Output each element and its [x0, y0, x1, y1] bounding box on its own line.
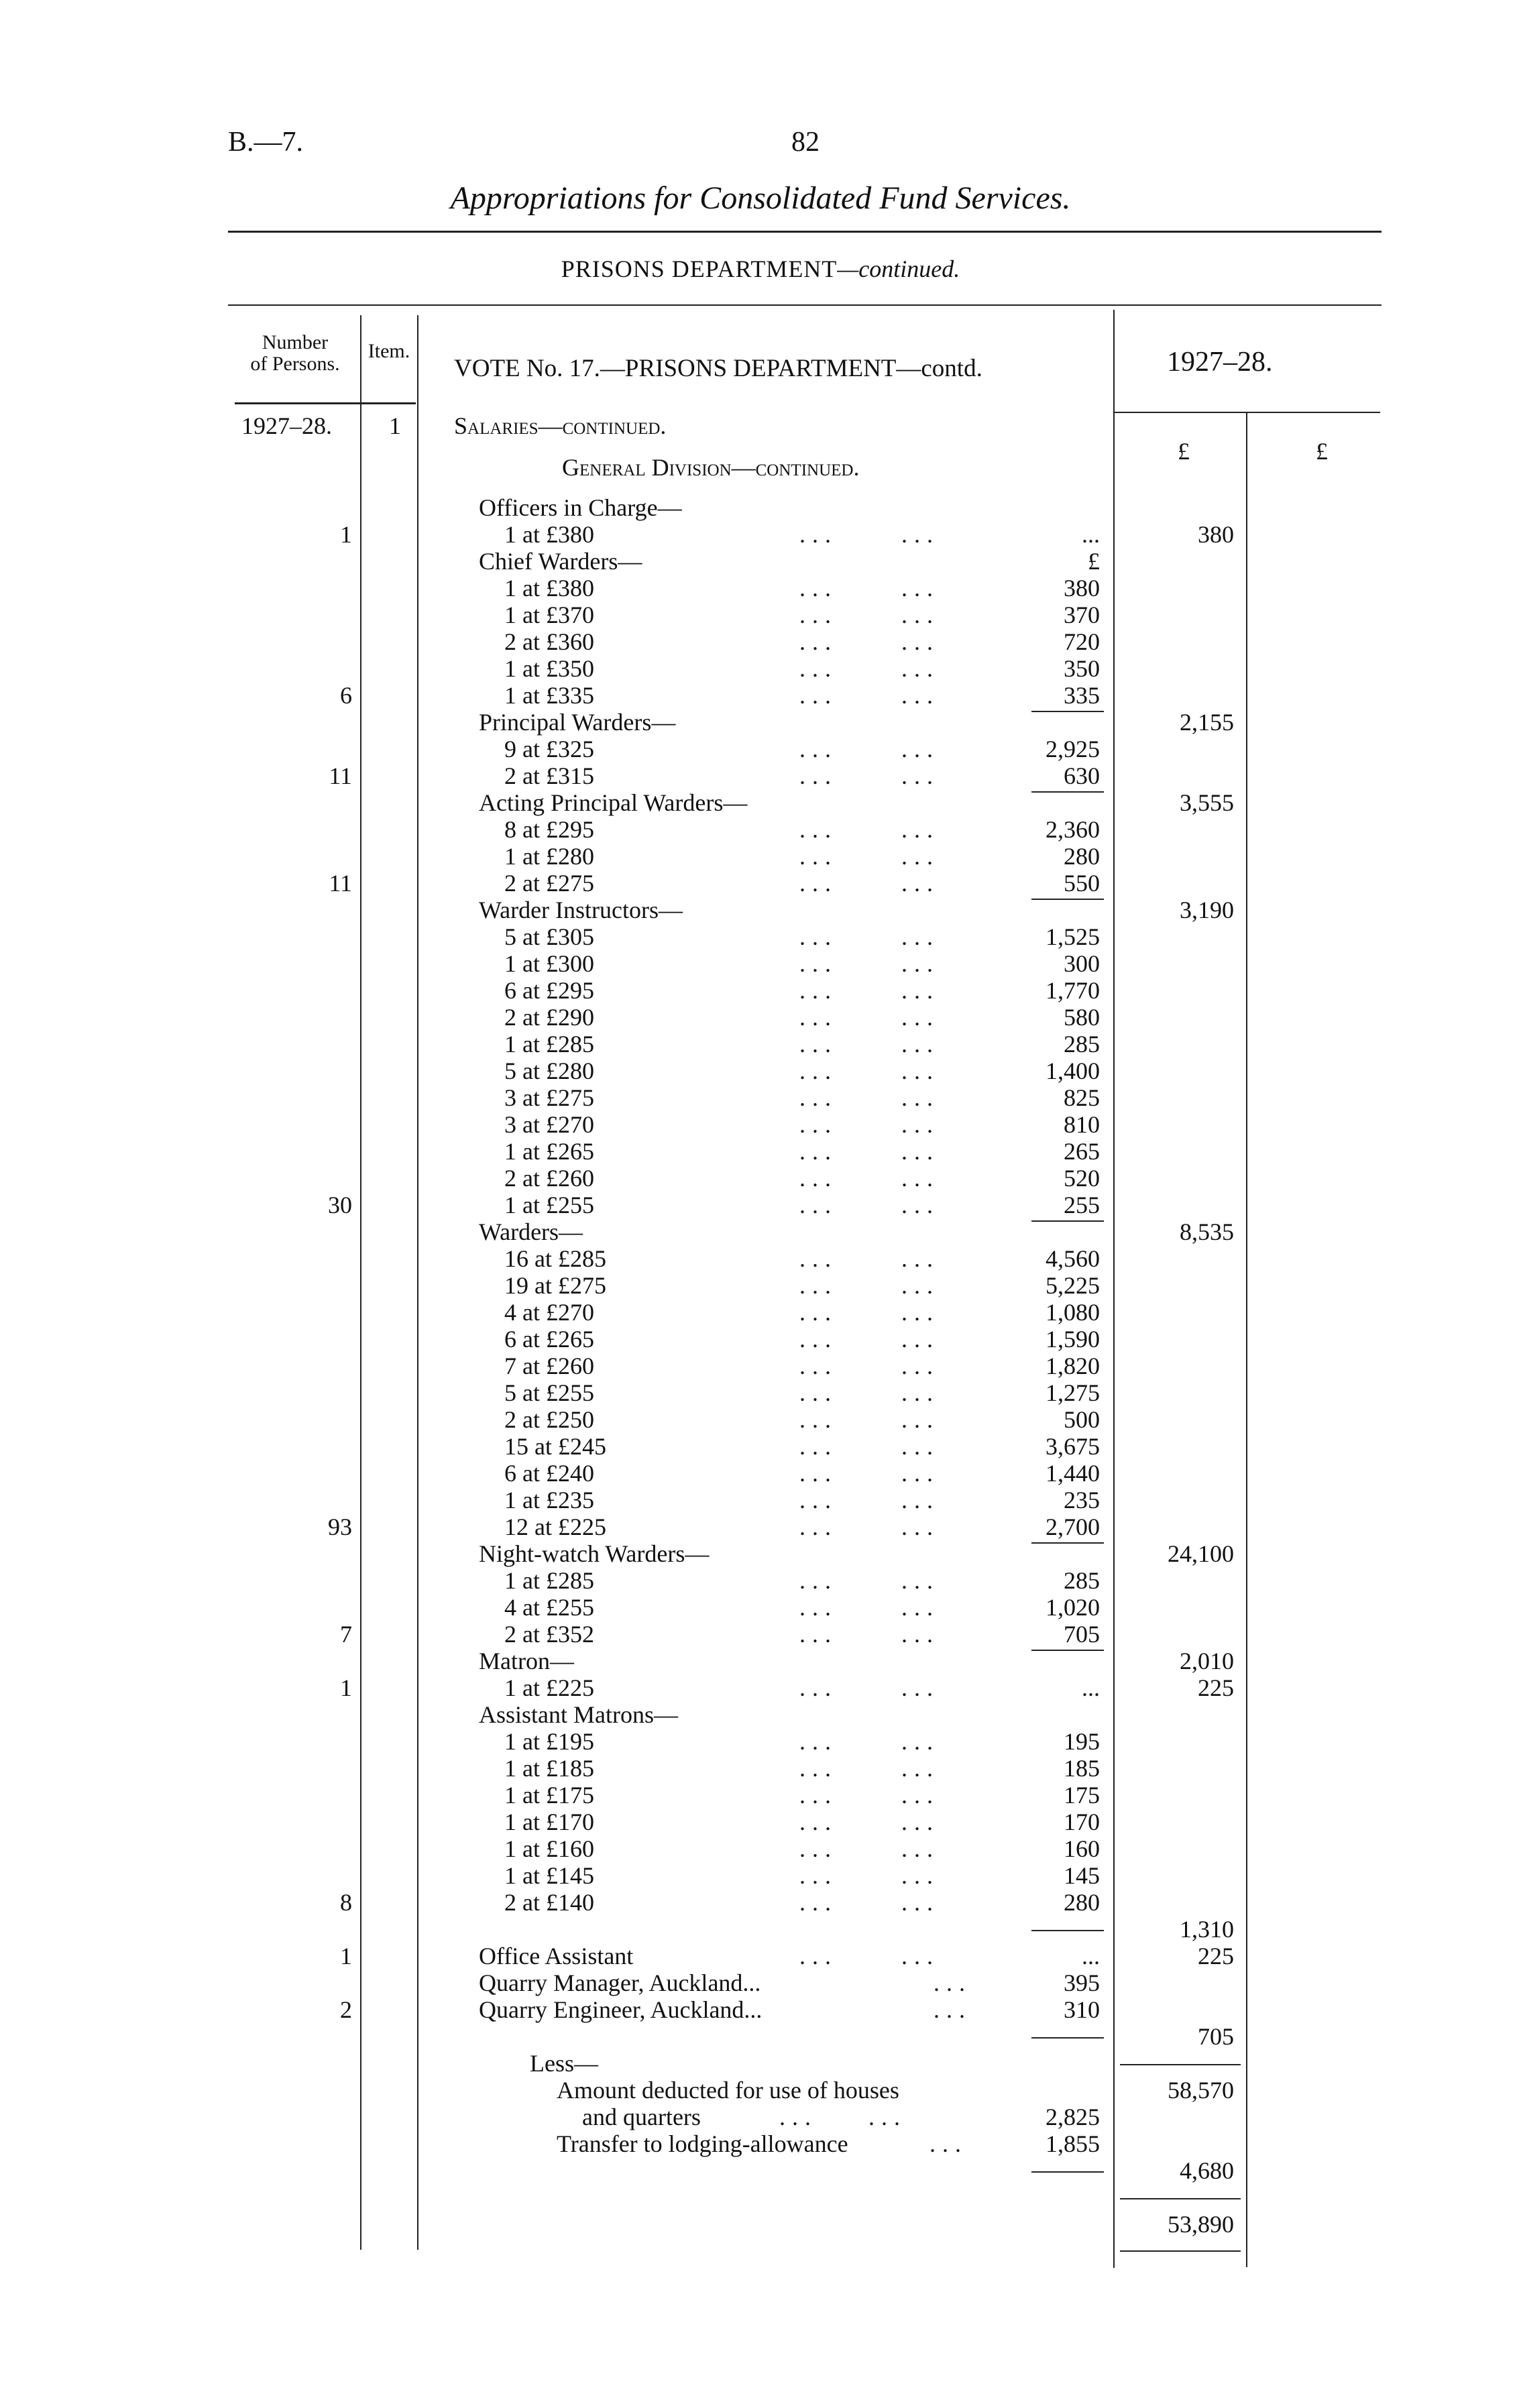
- row-rate: 12 at £225: [504, 1513, 606, 1540]
- row-leader-dots: ... ...: [799, 1138, 940, 1165]
- document-reference: B.—7.: [228, 127, 304, 158]
- row-persons: 7: [340, 1621, 352, 1648]
- year-column-heading: 1927–28.: [1167, 347, 1273, 378]
- row-leader-dots: ... ...: [799, 736, 940, 762]
- row-amount: 705: [1064, 1621, 1100, 1648]
- row-amount: 630: [1064, 762, 1100, 789]
- row-rate: 1 at £170: [504, 1809, 594, 1835]
- row-leader-dots: ... ...: [799, 1594, 940, 1621]
- row-leader-dots: ... ...: [799, 601, 940, 628]
- row-rate: 1 at £300: [504, 950, 594, 977]
- row-leader-dots: ... ...: [799, 1299, 940, 1326]
- row-amount: 1,590: [1046, 1326, 1100, 1353]
- row-rate: 1 at £195: [504, 1728, 594, 1755]
- row-leader-dots: ... ...: [799, 950, 940, 977]
- row-amount: 825: [1064, 1084, 1100, 1111]
- row-leader-dots: ... ...: [799, 1433, 940, 1460]
- row-rate: 6 at £295: [504, 977, 594, 1004]
- quarry-total: 705: [1198, 2023, 1234, 2050]
- row-leader-dots: ... ...: [799, 1782, 940, 1809]
- col-divider-persons: [360, 315, 361, 2250]
- row-leader-dots: ... ...: [799, 1835, 940, 1862]
- row-rate: 6 at £265: [504, 1326, 594, 1353]
- row-persons: 11: [329, 762, 352, 789]
- row-amount: 1,770: [1046, 977, 1100, 1004]
- row-amount: 255: [1064, 1192, 1100, 1218]
- row-leader-dots: ... ...: [799, 1406, 940, 1433]
- subheading-rule: [228, 304, 1382, 306]
- row-amount: 3,675: [1046, 1433, 1100, 1460]
- row-leader-dots: ... ...: [799, 843, 940, 870]
- row-leader-dots: ... ...: [799, 1165, 940, 1192]
- row-amount: 810: [1064, 1111, 1100, 1138]
- row-sum-rule: [1031, 711, 1104, 712]
- row-persons: 30: [328, 1192, 352, 1218]
- division-heading: General Division—continued.: [562, 454, 860, 481]
- row-amount: 500: [1064, 1406, 1100, 1433]
- row-subtotal: 225: [1198, 1674, 1234, 1701]
- row-amount: 1,020: [1046, 1594, 1100, 1621]
- row-rate: 4 at £255: [504, 1594, 594, 1621]
- row-amount: 350: [1064, 655, 1100, 682]
- quarry-manager-detail: 395: [1064, 1969, 1100, 1996]
- rule-gross: [1120, 2064, 1241, 2065]
- row-leader-dots: ... ...: [799, 1674, 940, 1701]
- row-amount: 145: [1064, 1862, 1100, 1889]
- row-leader-dots: ... ...: [799, 870, 940, 897]
- row-rate: 2 at £275: [504, 870, 594, 897]
- office-assistant-label: Office Assistant: [479, 1943, 634, 1969]
- row-category: Acting Principal Warders—: [479, 789, 748, 816]
- transfer-dots: ...: [929, 2130, 968, 2157]
- row-amount: 720: [1064, 628, 1100, 655]
- row-leader-dots: ... ...: [799, 655, 940, 682]
- row-rate: 6 at £240: [504, 1460, 594, 1487]
- row-leader-dots: ... ...: [799, 628, 940, 655]
- head-rule-persons: [235, 402, 416, 404]
- office-assistant-persons: 1: [340, 1943, 352, 1969]
- row-amount: 280: [1064, 843, 1100, 870]
- row-subtotal: 3,555: [1180, 789, 1234, 816]
- row-leader-dots: ... ...: [799, 1057, 940, 1084]
- row-amount: 370: [1064, 601, 1100, 628]
- row-rate: 5 at £280: [504, 1057, 594, 1084]
- row-sum-rule: [1031, 1650, 1104, 1651]
- office-assistant-dots: ... ...: [799, 1943, 940, 1969]
- salaries-heading: Salaries—continued.: [454, 412, 667, 439]
- row-sum-rule: [1031, 791, 1104, 793]
- row-leader-dots: ... ...: [799, 1353, 940, 1379]
- row-rate: 1 at £280: [504, 843, 594, 870]
- row-amount: 1,820: [1046, 1353, 1100, 1379]
- row-amount: 2,925: [1046, 736, 1100, 762]
- department-name: PRISONS DEPARTMENT: [561, 255, 838, 282]
- quarry-engineer-detail: 310: [1064, 1996, 1100, 2023]
- row-amount: 520: [1064, 1165, 1100, 1192]
- rule-net-bottom: [1120, 2250, 1241, 2252]
- row-rate: 4 at £270: [504, 1299, 594, 1326]
- row-amount: 235: [1064, 1487, 1100, 1513]
- deduct-dots: ... ...: [779, 2104, 907, 2130]
- row-amount: £: [1088, 548, 1100, 575]
- row-leader-dots: ... ...: [799, 1031, 940, 1057]
- quarry-engineer-persons: 2: [340, 1996, 352, 2023]
- row-amount: 380: [1064, 575, 1100, 601]
- row-amount: 1,400: [1046, 1057, 1100, 1084]
- row-subtotal: 2,155: [1180, 709, 1234, 736]
- office-assistant-detail: ...: [1082, 1943, 1100, 1969]
- row-amount: 4,560: [1046, 1245, 1100, 1272]
- rule-less: [1031, 2171, 1104, 2173]
- row-rate: 1 at £175: [504, 1782, 594, 1809]
- row-amount: 285: [1064, 1567, 1100, 1594]
- row-leader-dots: ... ...: [799, 1809, 940, 1835]
- row-subtotal: 24,100: [1168, 1540, 1234, 1567]
- department-suffix: —continued.: [837, 255, 960, 282]
- quarry-engineer-dots: ...: [934, 1996, 972, 2023]
- row-category: Warders—: [479, 1218, 583, 1245]
- row-leader-dots: ... ...: [799, 1111, 940, 1138]
- row-leader-dots: ... ...: [799, 762, 940, 789]
- row-rate: 2 at £315: [504, 762, 594, 789]
- rule-net: [1120, 2198, 1241, 2199]
- row-leader-dots: ... ...: [799, 1567, 940, 1594]
- deduct-amount: 2,825: [1046, 2104, 1100, 2130]
- col-head-persons-line2: of Persons.: [250, 353, 340, 375]
- row-category: Night-watch Warders—: [479, 1540, 710, 1567]
- row-rate: 2 at £352: [504, 1621, 594, 1648]
- row-rate: 2 at £140: [504, 1889, 594, 1916]
- row-sum-rule: [1031, 1542, 1104, 1544]
- row-category: Warder Instructors—: [479, 897, 683, 923]
- row-amount: 175: [1064, 1782, 1100, 1809]
- row-leader-dots: ... ...: [799, 575, 940, 601]
- department-heading: [0, 255, 1521, 283]
- persons-year: 1927–28.: [241, 412, 332, 439]
- row-persons: 1: [340, 1674, 352, 1701]
- asst-matrons-total: 1,310: [1180, 1916, 1234, 1943]
- row-sum-rule: [1031, 1220, 1104, 1222]
- row-rate: 1 at £145: [504, 1862, 594, 1889]
- row-amount: 5,225: [1046, 1272, 1100, 1299]
- item-number: 1: [389, 412, 401, 439]
- row-amount: 2,700: [1046, 1513, 1100, 1540]
- row-rate: 1 at £185: [504, 1755, 594, 1782]
- row-persons: 8: [340, 1889, 352, 1916]
- row-rate: 1 at £380: [504, 575, 594, 601]
- row-rate: 1 at £380: [504, 521, 594, 548]
- row-persons: 1: [340, 521, 352, 548]
- row-amount: 1,275: [1046, 1379, 1100, 1406]
- row-amount: 265: [1064, 1138, 1100, 1165]
- row-rate: 1 at £255: [504, 1192, 594, 1218]
- col-head-persons: [235, 332, 355, 375]
- title-rule: [228, 231, 1382, 233]
- row-rate: 15 at £245: [504, 1433, 606, 1460]
- row-amount: 285: [1064, 1031, 1100, 1057]
- row-rate: 1 at £285: [504, 1567, 594, 1594]
- row-rate: 1 at £335: [504, 682, 594, 709]
- row-rate: 5 at £255: [504, 1379, 594, 1406]
- office-assistant-sub: 225: [1198, 1943, 1234, 1969]
- row-leader-dots: ... ...: [799, 1621, 940, 1648]
- row-amount: 1,440: [1046, 1460, 1100, 1487]
- col-head-item: Item.: [368, 340, 410, 362]
- row-leader-dots: ... ...: [799, 1379, 940, 1406]
- row-leader-dots: ... ...: [799, 1889, 940, 1916]
- row-subtotal: 3,190: [1180, 897, 1234, 923]
- row-rate: 5 at £305: [504, 923, 594, 950]
- row-rate: 2 at £260: [504, 1165, 594, 1192]
- vote-title: VOTE No. 17.—PRISONS DEPARTMENT—contd.: [454, 355, 982, 382]
- row-leader-dots: ... ...: [799, 1755, 940, 1782]
- row-amount: 280: [1064, 1889, 1100, 1916]
- row-leader-dots: ... ...: [799, 521, 940, 548]
- row-category: Chief Warders—: [479, 548, 642, 575]
- col-divider-item: [417, 315, 418, 2250]
- row-rate: 7 at £260: [504, 1353, 594, 1379]
- row-amount: 160: [1064, 1835, 1100, 1862]
- row-amount: 1,080: [1046, 1299, 1100, 1326]
- row-rate: 1 at £265: [504, 1138, 594, 1165]
- row-leader-dots: ... ...: [799, 1084, 940, 1111]
- row-amount: 170: [1064, 1809, 1100, 1835]
- row-subtotal: 380: [1198, 521, 1234, 548]
- row-rate: 1 at £235: [504, 1487, 594, 1513]
- page-title: Appropriations for Consolidated Fund Services.: [450, 180, 1071, 216]
- less-label: Less—: [530, 2050, 598, 2077]
- row-amount: 195: [1064, 1728, 1100, 1755]
- row-leader-dots: ... ...: [799, 1862, 940, 1889]
- head-rule-year: [1115, 412, 1380, 413]
- row-rate: 3 at £275: [504, 1084, 594, 1111]
- row-rate: 1 at £225: [504, 1674, 594, 1701]
- row-leader-dots: ... ...: [799, 1487, 940, 1513]
- row-rate: 3 at £270: [504, 1111, 594, 1138]
- rule-quarry: [1031, 2037, 1104, 2039]
- row-leader-dots: ... ...: [799, 923, 940, 950]
- row-amount: ...: [1082, 1674, 1100, 1701]
- row-leader-dots: ... ...: [799, 816, 940, 843]
- page-number: 82: [791, 127, 820, 158]
- row-amount: 550: [1064, 870, 1100, 897]
- row-leader-dots: ... ...: [799, 1004, 940, 1031]
- quarry-engineer-label: Quarry Engineer, Auckland...: [479, 1996, 763, 2023]
- row-leader-dots: ... ...: [799, 1513, 940, 1540]
- col-divider-amounts: [1113, 310, 1115, 2268]
- net-total: 53,890: [1168, 2211, 1234, 2238]
- transfer-amount: 1,855: [1046, 2130, 1100, 2157]
- row-rate: 16 at £285: [504, 1245, 606, 1272]
- row-rate: 9 at £325: [504, 736, 594, 762]
- row-amount: 1,525: [1046, 923, 1100, 950]
- pound-sign-totals: £: [1316, 438, 1328, 465]
- row-rate: 1 at £160: [504, 1835, 594, 1862]
- row-rate: 1 at £370: [504, 601, 594, 628]
- row-leader-dots: ... ...: [799, 1728, 940, 1755]
- row-amount: 300: [1064, 950, 1100, 977]
- col-head-persons-line1: Number: [262, 331, 329, 353]
- row-persons: 6: [340, 682, 352, 709]
- row-amount: 185: [1064, 1755, 1100, 1782]
- row-leader-dots: ... ...: [799, 1460, 940, 1487]
- pound-sign-subtotals: £: [1178, 438, 1190, 465]
- row-rate: 8 at £295: [504, 816, 594, 843]
- row-rate: 19 at £275: [504, 1272, 606, 1299]
- transfer-label: Transfer to lodging-allowance: [557, 2130, 848, 2157]
- row-rate: 1 at £285: [504, 1031, 594, 1057]
- row-amount: 335: [1064, 682, 1100, 709]
- row-subtotal: 2,010: [1180, 1648, 1234, 1674]
- gross-total: 58,570: [1168, 2077, 1234, 2104]
- quarry-manager-label: Quarry Manager, Auckland...: [479, 1969, 761, 1996]
- row-leader-dots: ... ...: [799, 1192, 940, 1218]
- row-rate: 1 at £350: [504, 655, 594, 682]
- row-amount: ...: [1082, 521, 1100, 548]
- row-leader-dots: ... ...: [799, 682, 940, 709]
- row-amount: 2,360: [1046, 816, 1100, 843]
- row-category: Matron—: [479, 1648, 574, 1674]
- row-category: Officers in Charge—: [479, 494, 682, 521]
- row-category: Principal Warders—: [479, 709, 676, 736]
- row-leader-dots: ... ...: [799, 1326, 940, 1353]
- row-subtotal: 8,535: [1180, 1218, 1234, 1245]
- row-rate: 2 at £290: [504, 1004, 594, 1031]
- row-rate: 2 at £360: [504, 628, 594, 655]
- row-category: Assistant Matrons—: [479, 1701, 678, 1728]
- rule-asst-matrons: [1031, 1930, 1104, 1931]
- col-divider-totals: [1246, 413, 1247, 2267]
- row-persons: 11: [329, 870, 352, 897]
- row-leader-dots: ... ...: [799, 977, 940, 1004]
- row-persons: 93: [328, 1513, 352, 1540]
- row-rate: 2 at £250: [504, 1406, 594, 1433]
- deduct-line2: and quarters: [582, 2104, 701, 2130]
- quarry-manager-dots: ...: [934, 1969, 972, 1996]
- less-total: 4,680: [1180, 2157, 1234, 2184]
- deduct-line1: Amount deducted for use of houses: [557, 2077, 899, 2104]
- row-leader-dots: ... ...: [799, 1272, 940, 1299]
- row-leader-dots: ... ...: [799, 1245, 940, 1272]
- row-sum-rule: [1031, 899, 1104, 900]
- row-amount: 580: [1064, 1004, 1100, 1031]
